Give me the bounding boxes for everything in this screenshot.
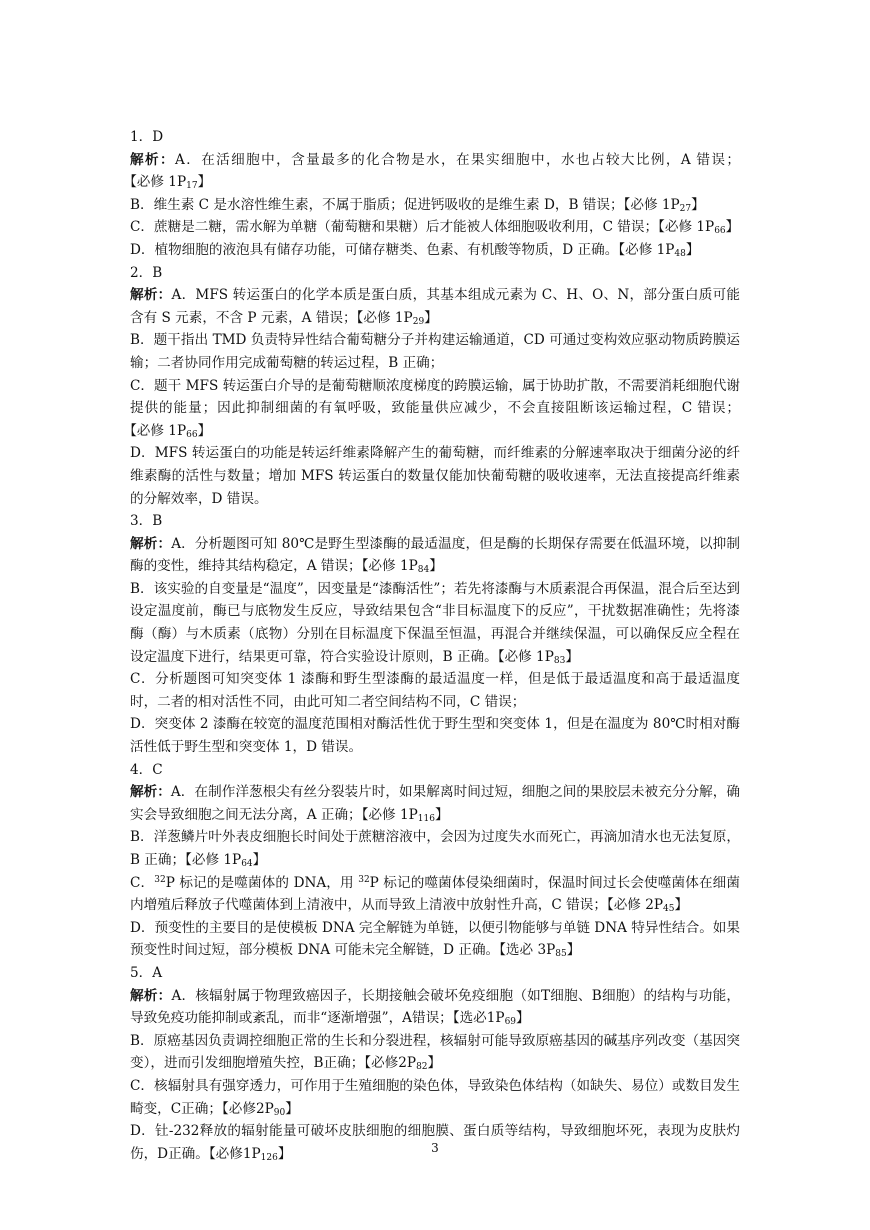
reference-close: 】 <box>197 422 212 439</box>
textbook-reference <box>624 197 705 213</box>
answer-option <box>130 872 740 917</box>
reference-page: 45 <box>663 904 675 915</box>
option-text: D．突变体 2 漆酶在较宽的温度范围相对酶活性优于野生型和突变体 1，但是在温度为 80℃时相对酶活性低于野生型和突变体 1，D 错误。 <box>130 716 740 756</box>
option-text: A．在制作洋葱根尖有丝分裂装片时，如果解离时间过短，细胞之间的果胶层未被充分分解，确实会导致细胞之间无法分离，A 正确； <box>130 784 740 823</box>
reference-close: 】 <box>285 1100 299 1117</box>
textbook-reference <box>185 852 266 868</box>
option-prefix: C． <box>130 874 155 891</box>
reference-page: 64 <box>241 859 253 869</box>
answer-option <box>130 985 740 1030</box>
option-text: C．分析题图可知突变体 1 漆酶和野生型漆酶的最适温度一样，但是低于最适温度和高于最适温度时，二者的相对活性不同，由此可知二者空间结构不同，C 错误； <box>130 671 740 710</box>
reference-close: 】 <box>424 309 438 326</box>
reference-page: 116 <box>417 813 435 824</box>
answer-option <box>130 442 740 510</box>
option-text: P 标记的是噬菌体的 DNA，用 <box>165 874 359 891</box>
answer-option <box>130 578 740 668</box>
reference-book: 【必修 1P <box>130 174 187 191</box>
textbook-reference <box>658 219 739 235</box>
page-number: 3 <box>431 1141 439 1155</box>
reference-close: 】 <box>691 196 705 213</box>
reference-close: 】 <box>685 241 700 258</box>
option-text: A．在活细胞中，含量最多的化合物是水，在果实细胞中，水也占较大比例，A 错误； <box>174 151 741 168</box>
reference-close: 】 <box>674 897 689 914</box>
reference-book: 【必修 1P <box>130 422 187 439</box>
reference-book: 【必修 1P <box>497 648 554 665</box>
isotope-superscript: 32 <box>358 874 370 885</box>
textbook-reference <box>222 1101 299 1117</box>
question-number: 2．B <box>130 264 163 281</box>
reference-page: 83 <box>553 655 566 666</box>
question-number: 3．B <box>130 513 163 530</box>
reference-page: 27 <box>679 203 692 214</box>
reference-book: 【必修 1P <box>356 309 413 326</box>
isotope-superscript: 32 <box>154 874 166 885</box>
reference-book: 【必修 1P <box>658 219 715 236</box>
reference-book: 【必修2P <box>221 1100 274 1117</box>
option-text: B．原癌基因负责调控细胞正常的生长和分裂进程，核辐射可能导致原癌基因的碱基序列改变（基因突变），进而引发细胞增殖失控，B正确； <box>130 1032 740 1072</box>
reference-close: 】 <box>566 942 581 959</box>
textbook-reference <box>130 174 211 190</box>
answer-option <box>130 533 740 578</box>
textbook-reference <box>362 558 443 574</box>
reference-page: 66 <box>714 226 726 237</box>
reference-page: 66 <box>186 429 198 440</box>
analysis-label: 解析： <box>130 151 175 168</box>
option-text: D．预变性的主要目的是使模板 DNA 完全解链为单链，以便引物能够与单链 DNA 特异性结合。如果预变性时间过短，部分模板 DNA 可能未完全解链，D 正确。 <box>130 919 740 959</box>
reference-close: 】 <box>427 1055 442 1072</box>
option-text: D．钍-232释放的辐射能量可破坏皮肤细胞的细胞膜、蛋白质等结构，导致细胞坏死，表现为皮肤灼伤，D正确。 <box>130 1123 740 1162</box>
answer-option <box>130 375 740 443</box>
textbook-reference <box>607 897 688 913</box>
reference-close: 】 <box>252 852 267 868</box>
analysis-label: 解析： <box>130 784 171 801</box>
answer-option <box>130 239 740 262</box>
answer-option <box>130 1075 740 1120</box>
reference-close: 】 <box>516 1010 530 1027</box>
analysis-label: 解析： <box>130 535 172 552</box>
reference-page: 82 <box>416 1062 428 1073</box>
textbook-reference <box>498 649 579 665</box>
answer-option <box>130 329 740 374</box>
reference-book: 【必修1P <box>208 1145 261 1162</box>
reference-book: 【选必1P <box>452 1010 505 1027</box>
reference-close: 】 <box>429 558 443 575</box>
reference-book: 【必修 1P <box>623 196 680 213</box>
analysis-label: 解析： <box>130 287 172 304</box>
textbook-reference <box>453 1010 530 1026</box>
textbook-reference <box>618 242 699 258</box>
reference-book: 【必修 1P <box>618 241 675 258</box>
option-text: B．该实验的自变量是“温度”，因变量是“漆酶活性”；若先将漆酶与木质素混合再保温，混合后至达到设定温度前，酶已与底物发生反应，导致结果包含“非目标温度下的反应”，干扰数据准确性；先将漆酶（酶）与木质素（底物）分别在目标温度下保温至恒温，再混合并继续保温，可以确保反应全程在设定温度下进行，结果更可靠，符合实验设计原则，B 正确。 <box>130 580 740 665</box>
reference-book: 【必修 1P <box>361 806 418 823</box>
reference-close: 】 <box>725 219 740 236</box>
reference-page: 69 <box>504 1017 517 1028</box>
option-text: A．核辐射属于物理致癌因子，长期接触会破坏免疫细胞（如T细胞、B细胞）的结构与功能，导致免疫功能抑制或紊乱，而非“逐渐增强”，A错误； <box>130 987 741 1027</box>
option-text: C．蔗糖是二糖，需水解为单糖（葡萄糖和果糖）后才能被人体细胞吸收利用，C 错误； <box>130 219 659 236</box>
answer-option <box>130 917 740 962</box>
option-text: P 标记的噬菌体侵染细菌时，保温时间过长会使噬菌体在细菌内增殖后释放子代噬菌体到上清液中，从而导致上清液中放射性升高，C 错误； <box>130 874 740 914</box>
option-text: D．MFS 转运蛋白的功能是转运纤维素降解产生的葡萄糖，而纤维素的分解速率取决于细菌分泌的纤维素酶的活性与数量；增加 MFS 转运蛋白的数量仅能加快葡萄糖的吸收速率，无法直接提高纤维素的分解效率，D 错误。 <box>130 445 740 507</box>
option-text: C．题干 MFS 转运蛋白介导的是葡萄糖顺浓度梯度的跨膜运输，属于协助扩散，不需要消耗细胞代谢提供的能量；因此抑制细菌的有氧呼吸，致能量供应减少，不会直接阻断该运输过程，C 错误； <box>130 377 740 417</box>
reference-close: 】 <box>434 806 449 823</box>
answer-option <box>130 149 740 194</box>
reference-page: 17 <box>186 181 198 192</box>
question-number: 1．D <box>130 129 164 145</box>
reference-book: 【必修 1P <box>361 558 418 575</box>
reference-book: 【必修 1P <box>185 852 242 868</box>
answer-option <box>130 216 740 239</box>
reference-page: 84 <box>417 565 430 576</box>
question-number: 4．C <box>130 761 163 778</box>
reference-book: 【选必 3P <box>499 942 556 959</box>
option-text: B．维生素 C 是水溶性维生素，不属于脂质；促进钙吸收的是维生素 D，B 错误； <box>130 196 624 213</box>
reference-page: 126 <box>260 1152 278 1163</box>
answer-option <box>130 1030 740 1075</box>
option-text: B．洋葱鳞片叶外表皮细胞长时间处于蔗糖溶液中，会因为过度失水而死亡，再滴加清水也无法复原，B 正确； <box>130 829 740 868</box>
answer-option <box>130 284 740 329</box>
option-text: A．分析题图可知 80℃是野生型漆酶的最适温度，但是酶的长期保存需要在低温环境，以抑制酶的变性，维持其结构稳定，A 错误； <box>130 535 741 575</box>
textbook-reference <box>357 310 438 326</box>
textbook-reference <box>130 423 211 439</box>
reference-page: 29 <box>412 316 425 327</box>
answer-key-content <box>130 126 740 1165</box>
reference-page: 48 <box>674 248 686 259</box>
option-text: B．题干指出 TMD 负责特异性结合葡萄糖分子并构建运输通道，CD 可通过变构效应驱动物质跨膜运输；二者协同作用完成葡萄糖的转运过程，B 正确； <box>130 332 740 371</box>
reference-close: 】 <box>197 174 212 191</box>
answer-option <box>130 826 740 871</box>
reference-close: 】 <box>277 1145 292 1162</box>
textbook-reference <box>362 807 449 823</box>
question-number: 5．A <box>130 964 163 981</box>
reference-close: 】 <box>565 648 579 665</box>
option-text: A．MFS 转运蛋白的化学本质是蛋白质，其基本组成元素为 C、H、O、N，部分蛋白质可能含有 S 元素，不含 P 元素，A 错误； <box>130 287 741 326</box>
reference-page: 85 <box>555 949 567 960</box>
reference-book: 【必修2P <box>364 1055 417 1072</box>
reference-book: 【必修 2P <box>606 897 664 914</box>
reference-page: 90 <box>273 1107 286 1118</box>
textbook-reference <box>364 1055 441 1071</box>
analysis-label: 解析： <box>130 987 172 1004</box>
answer-option <box>130 781 740 826</box>
answer-option <box>130 713 740 758</box>
option-text: D．植物细胞的液泡具有储存功能，可储存糖类、色素、有机酸等物质，D 正确。 <box>130 241 619 258</box>
answer-option <box>130 668 740 713</box>
textbook-reference <box>499 942 580 958</box>
answer-option <box>130 194 740 217</box>
option-text: C．核辐射具有强穿透力，可作用于生殖细胞的染色体，导致染色体结构（如缺失、易位）或数目发生畸变，C正确； <box>130 1077 740 1117</box>
